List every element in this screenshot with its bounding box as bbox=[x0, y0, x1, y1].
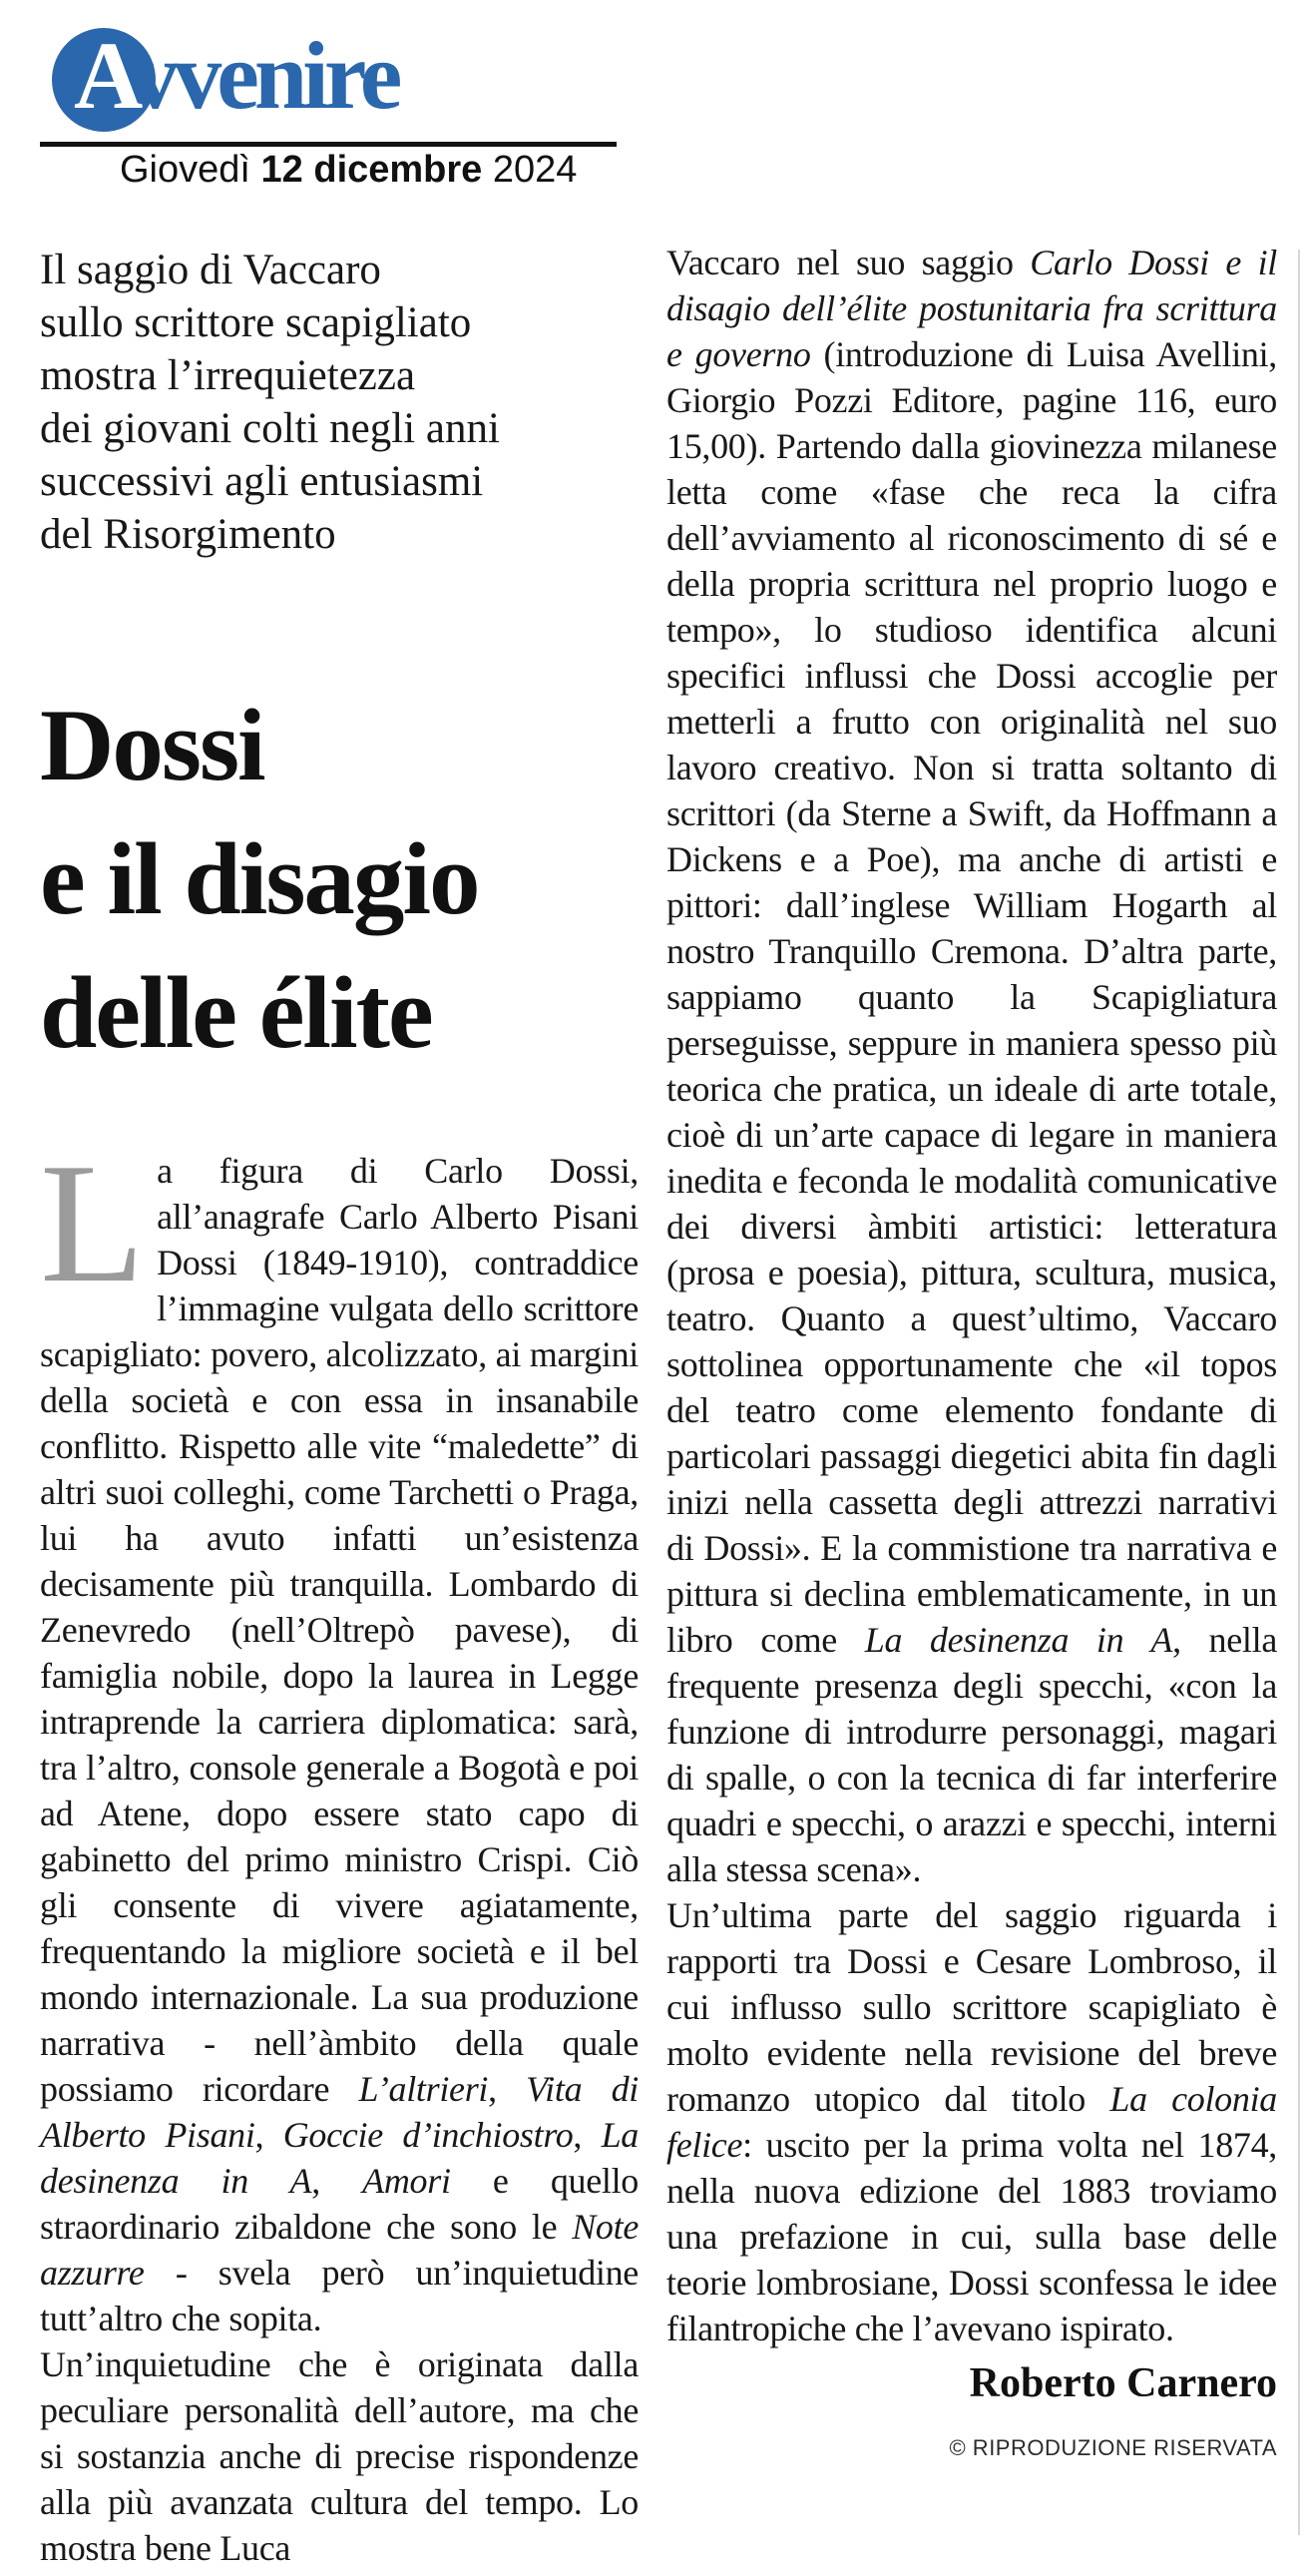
headline bbox=[40, 679, 639, 1080]
dateline-weekday: Giovedì bbox=[120, 149, 261, 191]
masthead-rule bbox=[40, 142, 617, 147]
standfirst-line: dei giovani colti negli anni bbox=[40, 405, 500, 452]
headline-line: e il disagio bbox=[40, 822, 479, 936]
standfirst-line: successivi agli entusiasmi bbox=[40, 458, 484, 505]
dateline-day-month: 12 dicembre bbox=[260, 149, 483, 191]
standfirst-line: del Risorgimento bbox=[40, 511, 336, 558]
standfirst-line: sullo scrittore scapigliato bbox=[40, 299, 472, 346]
right-column bbox=[666, 240, 1277, 2461]
dateline-year: 2024 bbox=[482, 149, 578, 191]
avvenire-logo bbox=[40, 24, 617, 140]
left-column bbox=[40, 244, 639, 2571]
standfirst bbox=[40, 244, 639, 561]
paragraph: Un’inquietudine che è originata dalla peculiare personalità dell’autore, ma che si sostanzia anche di precise rispondenze alla più avanzata cultura del tempo. Lo mostra bene Luca bbox=[40, 2344, 639, 2568]
standfirst-line: mostra l’irrequietezza bbox=[40, 352, 416, 399]
page-edge-rule bbox=[1298, 250, 1300, 2535]
paragraph: a figura di Carlo Dossi, all’anagrafe Carlo Alberto Pisani Dossi (1849-1910), contraddice l’immagine vulgata dello scrittore scapigliato: povero, alcolizzato, ai margini della società e con essa in insanabile conflitto. Rispetto alle vite “maledette” di altri suoi colleghi, come Tarchetti o Praga, lui ha avuto infatti un’esistenza decisamente più tranquilla. Lombardo di Zenevredo (nell’Oltrepò pavese), di famiglia nobile, dopo la laurea in Legge intraprende la carriera diplomatica: sarà, tra l’altro, console generale a Bogotà e poi ad Atene, dopo essere stato capo di gabinetto del primo ministro Crispi. Ciò gli consente di vivere agiatamente, frequentando la migliore società e il bel mondo internazionale. La sua produzione narrativa - nell’àmbito della quale possiamo ricordare L’altrieri, Vita di Alberto Pisani, Goccie d’inchiostro, La desinenza in A, Amori e quello straordinario zibaldone che sono le Note azzurre - svela però un’inquietudine tutt’altro che sopita. bbox=[40, 1151, 640, 2338]
article-body-left bbox=[40, 1129, 640, 2571]
headline-line: delle élite bbox=[40, 956, 432, 1070]
byline: Roberto Carnero bbox=[969, 2360, 1277, 2406]
paragraph: Vaccaro nel suo saggio Carlo Dossi e il disagio dell’élite postunitaria fra scrittura e governo (introduzione di Luisa Avellini, Giorgio Pozzi Editore, pagine 116, euro 15,00). Partendo dalla giovinezza milanese letta come «fase che reca la cifra dell’avviamento al riconoscimento di sé e della propria scrittura nel proprio luogo e tempo», lo studioso identifica alcuni specifici influssi che Dossi accoglie per metterli a frutto con originalità nel suo lavoro creativo. Non si tratta soltanto di scrittori (da Sterne a Swift, da Hoffmann a Dickens e a Poe), ma anche di artisti e pittori: dall’inglese William Hogarth al nostro Tranquillo Cremona. D’altra parte, sappiamo quanto la Scapigliatura perseguisse, seppure in maniera spesso più teorica che pratica, un ideale di arte totale, cioè di un’arte capace di legare in maniera inedita e feconda le modalità comunicative dei diversi àmbiti artistici: letteratura (prosa e poesia), pittura, scultura, musica, teatro. Quanto a quest’ultimo, Vaccaro sottolinea opportunamente che «il topos del teatro come elemento fondante di particolari passaggi diegetici abita fin dagli inizi nella cassetta degli attrezzi narrativi di Dossi». E la commistione tra narrativa e pittura si declina emblematicamente, in un libro come La desinenza in A, nella frequente presenza degli specchi, «con la funzione di introdurre personaggi, magari di spalle, o con la tecnica di far interferire quadri e specchi, o arazzi e specchi, interni alla stessa scena». bbox=[666, 243, 1277, 1889]
paragraph: Un’ultima parte del saggio riguarda i rapporti tra Dossi e Cesare Lombroso, il cui influsso sullo scrittore scapigliato è molto evidente nella revisione del breve romanzo utopico dal titolo La colonia felice: uscito per la prima volta nel 1874, nella nuova edizione del 1883 troviamo una prefazione in cui, sulla base delle teorie lombrosiane, Dossi sconfessa le idee filantropiche che l’avevano ispirato. bbox=[666, 1895, 1277, 2348]
dropcap: L bbox=[40, 1129, 146, 1318]
headline-line: Dossi bbox=[40, 689, 264, 802]
copyright-notice: © RIPRODUZIONE RISERVATA bbox=[949, 2435, 1277, 2460]
logo-rest: vvenire bbox=[131, 22, 398, 129]
logo-wordmark bbox=[74, 22, 398, 129]
standfirst-line: Il saggio di Vaccaro bbox=[40, 247, 381, 293]
dateline bbox=[40, 148, 617, 192]
logo-first-letter: A bbox=[74, 22, 132, 129]
masthead bbox=[40, 24, 617, 192]
